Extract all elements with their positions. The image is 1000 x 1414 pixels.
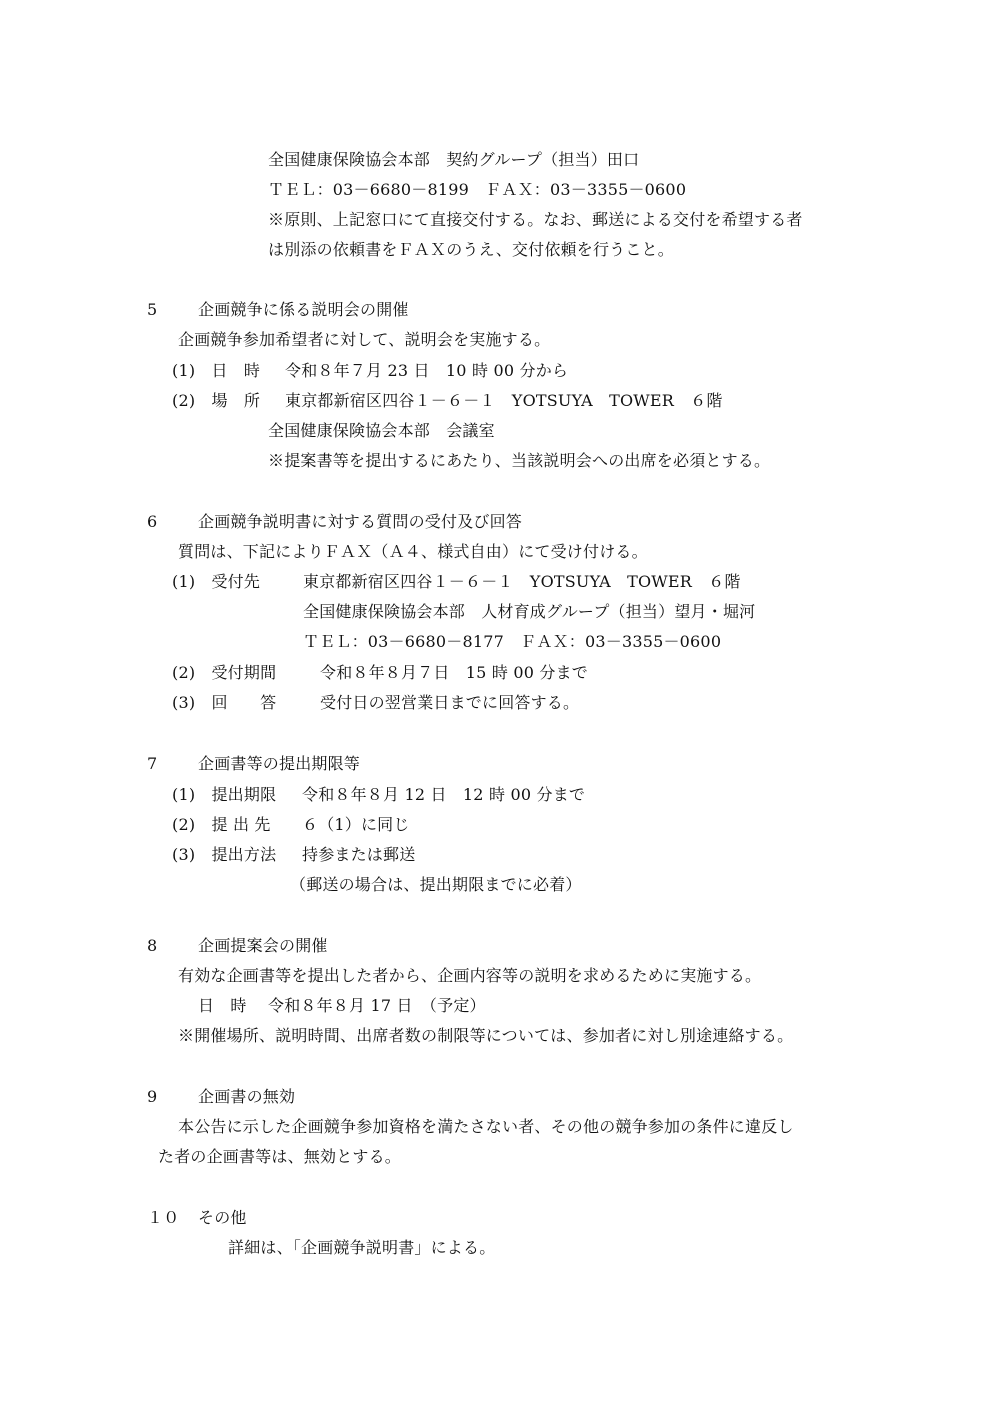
section-6-number: 6 [147, 512, 158, 531]
section-9-title: 企画書の無効 [198, 1087, 296, 1106]
section-7-item3-value: 持参または郵送 [302, 845, 416, 864]
section-6-item1-value: 東京都新宿区四谷１－６－１ YOTSUYA TOWER ６階 [303, 572, 741, 591]
section-6-intro: 質問は、下記によりＦＡＸ（Ａ４、様式自由）にて受け付ける。 [178, 542, 648, 561]
section-6-item1-label: (1) 受付先 [172, 572, 261, 591]
section-5-item2-label: (2) 場 所 [172, 391, 261, 410]
section-8-title: 企画提案会の開催 [198, 936, 328, 955]
section-5-item1-value: 令和８年７月 23 日 10 時 00 分から [285, 361, 569, 380]
section-6-item3-label: (3) 回 答 [172, 693, 277, 712]
section-7-item1-label: (1) 提出期限 [172, 785, 277, 804]
section-9-body-line2: た者の企画書等は、無効とする。 [158, 1147, 402, 1166]
section-8-note: ※開催場所、説明時間、出席者数の制限等については、参加者に対し別途連絡する。 [178, 1026, 794, 1045]
section-7-item2-label: (2) 提 出 先 [172, 815, 271, 834]
section-8-number: 8 [147, 936, 158, 955]
section-6-item2-label: (2) 受付期間 [172, 663, 277, 682]
section-5-item1-label: (1) 日 時 [172, 361, 261, 380]
section-10-number: １０ [147, 1208, 180, 1227]
delivery-note-line2: は別添の依頼書をＦＡＸのうえ、交付依頼を行うこと。 [268, 240, 674, 259]
section-6-item1-value3: ＴＥＬ：03－6680－8177 ＦＡＸ：03－3355－0600 [303, 632, 722, 651]
section-7-item3-label: (3) 提出方法 [172, 845, 277, 864]
section-7-item3-note: （郵送の場合は、提出期限までに必着） [290, 875, 582, 894]
section-8-date-label: 日 時 [198, 996, 247, 1015]
section-10-body: 詳細は、「企画競争説明書」による。 [228, 1238, 496, 1257]
delivery-note-line1: ※原則、上記窓口にて直接交付する。なお、郵送による交付を希望する者 [268, 210, 803, 229]
section-5-title: 企画競争に係る説明会の開催 [198, 300, 409, 319]
section-5-item2-value2: 全国健康保険協会本部 会議室 [268, 421, 495, 440]
section-9-number: 9 [147, 1087, 158, 1106]
section-8-date-value: 令和８年８月 17 日 （予定） [268, 996, 486, 1015]
section-7-title: 企画書等の提出期限等 [198, 754, 361, 773]
contact-org: 全国健康保険協会本部 契約グループ（担当）田口 [268, 150, 640, 169]
section-7-number: 7 [147, 754, 158, 773]
section-6-item3-value: 受付日の翌営業日までに回答する。 [320, 693, 580, 712]
section-6-item1-value2: 全国健康保険協会本部 人材育成グループ（担当）望月・堀河 [303, 602, 756, 621]
section-9-body-line1: 本公告に示した企画競争参加資格を満たさない者、その他の競争参加の条件に違反し [178, 1117, 794, 1136]
section-5-item2-note: ※提案書等を提出するにあたり、当該説明会への出席を必須とする。 [268, 451, 771, 470]
section-6-item2-value: 令和８年８月７日 15 時 00 分まで [320, 663, 588, 682]
section-7-item2-value: ６（1）に同じ [302, 815, 410, 834]
section-5-intro: 企画競争参加希望者に対して、説明会を実施する。 [178, 330, 551, 349]
contact-tel-fax: ＴＥＬ：03－6680－8199 ＦＡＸ：03－3355－0600 [268, 180, 687, 199]
section-6-title: 企画競争説明書に対する質問の受付及び回答 [198, 512, 523, 531]
section-10-title: その他 [198, 1208, 247, 1227]
section-7-item1-value: 令和８年８月 12 日 12 時 00 分まで [302, 785, 586, 804]
section-8-intro: 有効な企画書等を提出した者から、企画内容等の説明を求めるために実施する。 [178, 966, 762, 985]
section-5-number: 5 [147, 300, 158, 319]
section-5-item2-value: 東京都新宿区四谷１－６－１ YOTSUYA TOWER ６階 [285, 391, 723, 410]
